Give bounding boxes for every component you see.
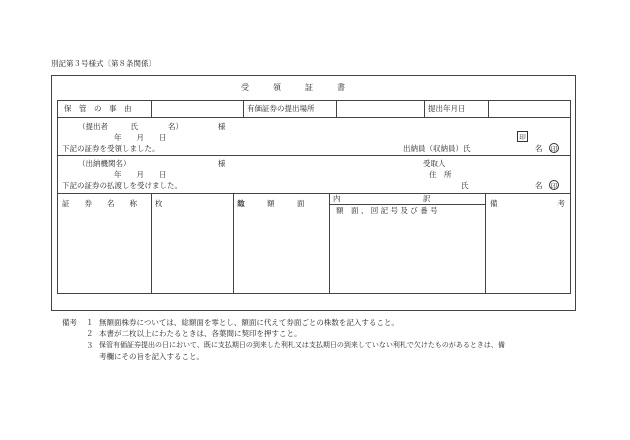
submitter-label: （提出者 氏 名） — [78, 122, 183, 131]
rule-col-1 — [151, 193, 152, 293]
rule-header-bottom — [57, 117, 571, 118]
rule-col-2 — [233, 193, 234, 293]
rule-col-3 — [329, 193, 330, 293]
note-3-text: 保管有価証券提出の日において、既に支払期日の到来した利札又は支払期日の到来していない利札で欠けたものがあるときは、備 — [99, 341, 505, 349]
square-seal: 印 — [517, 131, 528, 142]
received-text: 下記の証券を受領しました。 — [62, 144, 160, 153]
officer-mei: 名 — [535, 144, 543, 153]
col-header-breakdown-sub: 額 面 、 回 記 号 及 び 番 号 — [336, 206, 438, 215]
receiver-mei: 名 — [535, 181, 543, 190]
form-title: 受 領 証 書 — [241, 83, 345, 92]
col-header-count: 枚 数 — [155, 199, 245, 208]
form-id: 別記第３号様式〔第８条関係〕 — [51, 59, 156, 68]
note-2-text: 本書が二枚以上にわたるときは、各葉間に契印を押すこと。 — [99, 329, 302, 338]
rule-receive-bottom — [57, 155, 571, 156]
rule-left — [57, 100, 58, 293]
submit-date-label: 提出年月日 — [428, 104, 466, 113]
rule-header-5 — [488, 100, 489, 117]
delivered-text: 下記の証券の払渡しを受けました。 — [62, 181, 182, 190]
note-3-num: ３ — [86, 341, 94, 350]
submitter-sama: 様 — [218, 122, 226, 131]
col-header-name: 証 券 名 称 — [62, 199, 137, 208]
receiver-label: 受取人 — [423, 159, 446, 168]
submit-place-label: 有価証券の提出場所 — [247, 104, 315, 113]
col-header-total: 総 額 面 — [237, 199, 305, 208]
agency-label: （出納機関名） — [78, 159, 131, 168]
rule-col-4 — [485, 193, 486, 293]
col-header-remarks: 備 考 — [490, 199, 565, 208]
officer-label: 出納員（収納員）氏 — [403, 144, 471, 153]
rule-header-3 — [336, 100, 337, 117]
note-1-num: １ — [86, 318, 94, 327]
col-header-breakdown: 内 訳 — [333, 194, 431, 203]
rule-header-1 — [151, 100, 152, 117]
storage-reason-label: 保 管 の 事 由 — [64, 104, 132, 113]
note-2-num: ２ — [86, 329, 94, 338]
agency-sama: 様 — [218, 159, 226, 168]
officer-seal: 印 — [550, 145, 558, 153]
receiver-seal: 印 — [550, 182, 558, 190]
rule-header-2 — [243, 100, 244, 117]
rule-breakdown-split — [329, 204, 485, 205]
notes-label: 備考 — [62, 318, 77, 327]
rule-table-bottom — [57, 293, 571, 294]
rule-deliver-bottom — [57, 193, 571, 194]
rule-right — [570, 100, 571, 293]
note-1-text: 無額面株券については、総額面を零とし、額面に代えて券面ごとの株数を記入すること。 — [99, 318, 399, 327]
receive-date-label: 年 月 日 — [114, 133, 167, 142]
rule-header-top — [57, 100, 571, 101]
receiver-shi: 氏 — [461, 181, 469, 190]
address-label: 住 所 — [429, 170, 452, 179]
note-3-continuation: 考欄にその旨を記入すること。 — [99, 352, 204, 361]
deliver-date-label: 年 月 日 — [114, 170, 167, 179]
rule-header-4 — [424, 100, 425, 117]
